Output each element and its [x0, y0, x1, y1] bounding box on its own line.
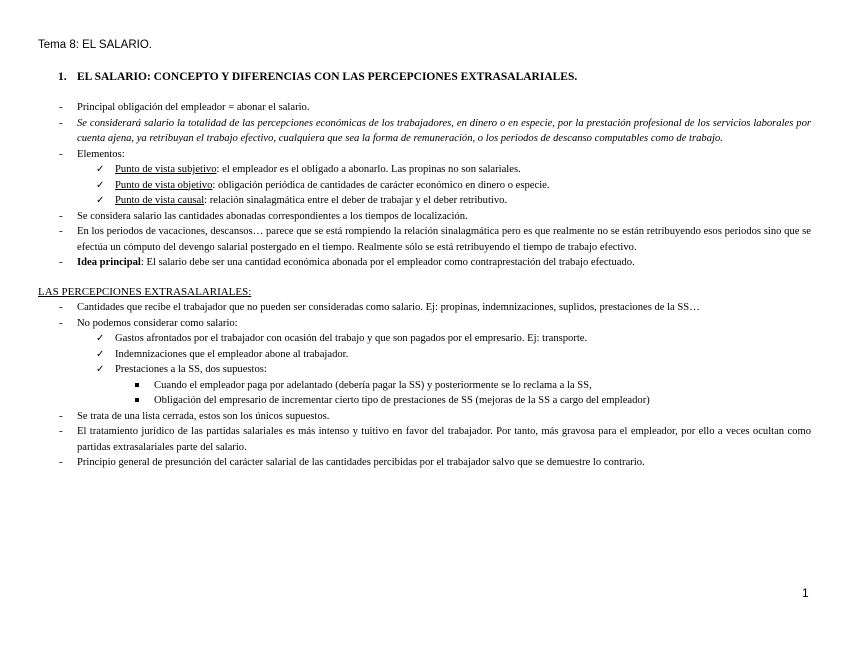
square-bullet-icon — [135, 383, 139, 387]
checkmark-icon: ✓ — [96, 164, 105, 175]
list-item — [0, 209, 848, 225]
checkmark-icon: ✓ — [96, 195, 105, 206]
bullet-dash: - — [59, 102, 63, 113]
bullet-dash: - — [59, 302, 63, 313]
main-idea-label: Idea principal — [77, 257, 141, 268]
element-text: : obligación periódica de cantidades de carácter económico en dinero o especie. — [212, 179, 550, 191]
main-idea-text: : El salario debe ser una cantidad económica abonada por el empleador como contraprestación del trabajo efectuado. — [140, 257, 635, 268]
item-text: Se trata de una lista cerrada, estos son los únicos supuestos. — [77, 410, 330, 422]
page-number: 1 — [802, 586, 809, 600]
bullet-dash: - — [59, 426, 63, 437]
document-header: Tema 8: EL SALARIO. — [38, 39, 152, 51]
list-item — [0, 424, 848, 455]
element-text: : relación sinalagmática entre el deber de trabajar y el deber retributivo. — [204, 195, 508, 206]
check-item — [0, 347, 848, 363]
check-item — [0, 178, 848, 194]
list-item — [0, 224, 848, 255]
check-text: Indemnizaciones que el empleador abone al trabajador. — [115, 348, 349, 360]
checkmark-icon: ✓ — [96, 179, 105, 191]
bullet-dash: - — [59, 226, 63, 237]
salary-definition: Se considerará salario la totalidad de las percepciones económicas de los trabajadores, en dinero o en especie, por la prestación profesional de los servicios laborales por cuenta ajena, ya retribuyan el trabajo efectivo, cualquiera que sea la forma de remuneración, o los periodos de descanso computables como de trabajo. — [77, 117, 811, 144]
element-label: Punto de vista subjetivo — [115, 164, 217, 175]
subsection-heading: LAS PERCEPCIONES EXTRASALARIALES: — [38, 285, 252, 298]
check-item — [0, 162, 848, 178]
list-item — [0, 455, 848, 471]
subitem-text: Obligación del empresario de incrementar cierto tipo de prestaciones de SS (mejoras de la SS a cargo del empleador) — [154, 395, 650, 406]
checkmark-icon: ✓ — [96, 333, 105, 344]
section-number: 1. — [58, 71, 67, 83]
section-title: EL SALARIO: CONCEPTO Y DIFERENCIAS CON LAS PERCEPCIONES EXTRASALARIALES. — [77, 71, 578, 83]
item-text: Elementos: — [77, 148, 125, 160]
item-text: Principio general de presunción del carácter salarial de las cantidades percibidas por el trabajador salvo que se demuestre lo contrario. — [77, 457, 645, 468]
square-bullet-icon — [135, 398, 139, 402]
item-text: No podemos considerar como salario: — [77, 317, 238, 329]
bullet-dash: - — [59, 317, 63, 329]
check-item — [0, 193, 848, 209]
list-item — [0, 300, 848, 316]
element-label: Punto de vista objetivo — [115, 179, 213, 191]
item-text: Se considera salario las cantidades abonadas correspondientes a los tiempos de localización. — [77, 210, 468, 222]
square-item — [0, 378, 848, 394]
list-item — [0, 316, 848, 332]
square-item — [0, 393, 848, 409]
bullet-dash: - — [59, 257, 63, 268]
bullet-dash: - — [59, 148, 63, 160]
list-item — [0, 255, 848, 271]
document-body — [0, 100, 848, 471]
element-label: Punto de vista causal — [115, 195, 205, 206]
subitem-text: Cuando el empleador paga por adelantado (debería pagar la SS) y posteriormente se lo reclama a la SS, — [154, 379, 592, 391]
check-text: Prestaciones a la SS, dos supuestos: — [115, 364, 267, 375]
checkmark-icon: ✓ — [96, 348, 105, 360]
item-text: El tratamiento jurídico de las partidas salariales es más intenso y tuitivo en favor del trabajador. Por tanto, más gravosa para el empleador, por ello a veces ocultan como partidas extrasalariales parte del salario. — [77, 426, 811, 453]
item-text: Cantidades que recibe el trabajador que no pueden ser consideradas como salario. Ej: propinas, indemnizaciones, suplidos, prestaciones de la SS… — [77, 302, 700, 313]
bullet-dash: - — [59, 210, 63, 222]
element-text: : el empleador es el obligado a abonarlo. Las propinas no son salariales. — [216, 164, 521, 175]
check-item — [0, 362, 848, 378]
list-item — [0, 147, 848, 163]
check-text: Gastos afrontados por el trabajador con ocasión del trabajo y que son pagados por el empresario. Ej: transporte. — [115, 333, 588, 344]
list-item — [0, 409, 848, 425]
section-heading — [58, 71, 577, 83]
checkmark-icon: ✓ — [96, 364, 105, 375]
list-item — [0, 100, 848, 116]
item-text: En los periodos de vacaciones, descansos… parece que se está rompiendo la relación sinalagmática pero es que realmente no se están retribuyendo esos periodos sino que se efectúa un cómputo del devengo salarial postergado en el tiempo. Realmente sólo se está retribuyendo el tiempo de trabajo efectivo. — [77, 226, 811, 253]
bullet-dash: - — [59, 457, 63, 468]
bullet-dash: - — [59, 410, 63, 422]
list-item — [0, 116, 848, 147]
check-item — [0, 331, 848, 347]
bullet-dash: - — [59, 117, 63, 129]
item-text: Principal obligación del empleador = abonar el salario. — [77, 102, 310, 113]
